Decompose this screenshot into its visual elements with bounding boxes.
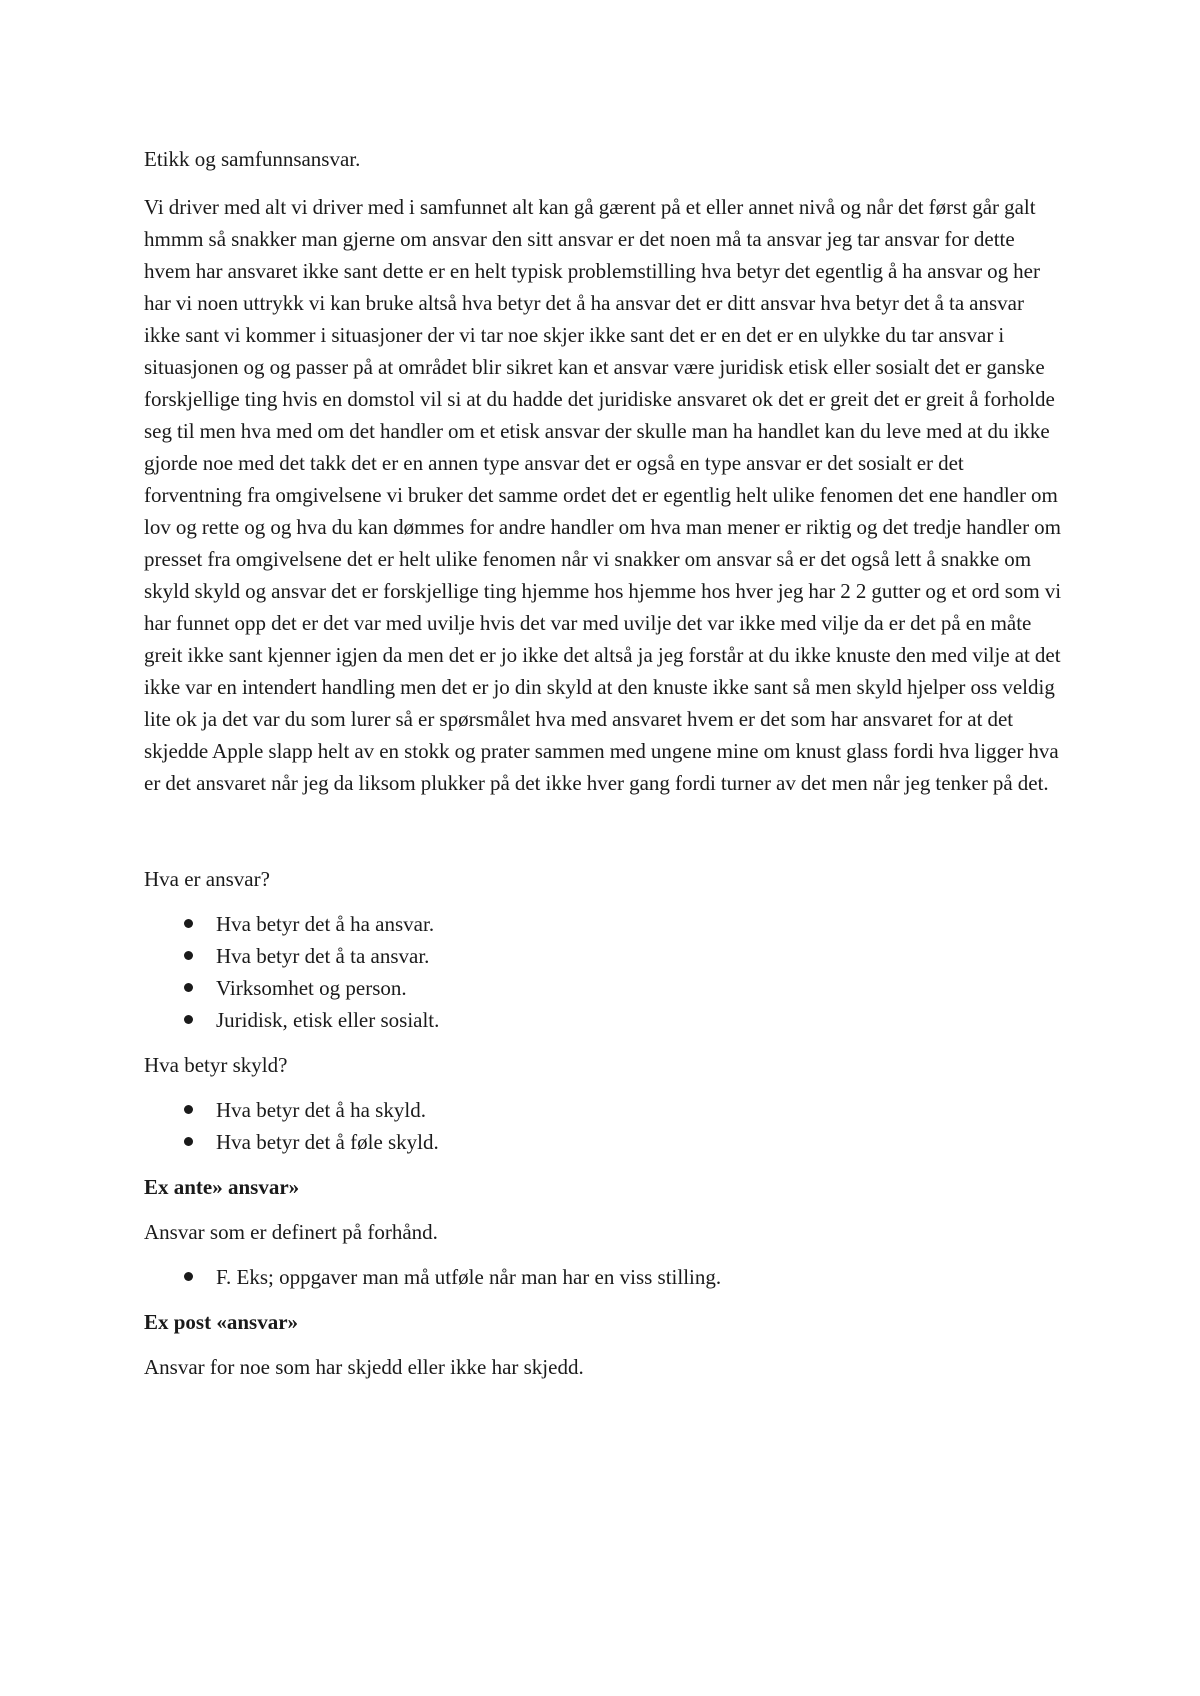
list-item: Hva betyr det å føle skyld. xyxy=(144,1126,1064,1158)
bullet-icon xyxy=(184,1015,193,1024)
section-heading-ex-post: Ex post «ansvar» xyxy=(144,1310,299,1334)
ex-post-text: Ansvar for noe som har skjedd eller ikke har skjedd. xyxy=(144,1355,584,1379)
section-heading-ansvar: Hva er ansvar? xyxy=(144,867,270,891)
list-item: Hva betyr det å ha skyld. xyxy=(144,1094,1064,1126)
list-item: Juridisk, etisk eller sosialt. xyxy=(144,1004,1064,1036)
list-item: F. Eks; oppgaver man må utføle når man har en viss stilling. xyxy=(144,1261,1064,1293)
bullet-list-skyld xyxy=(144,1094,1064,1158)
bullet-list-ex-ante xyxy=(144,1261,1064,1293)
section-heading-skyld: Hva betyr skyld? xyxy=(144,1053,288,1077)
bullet-icon xyxy=(184,1105,193,1114)
list-item: Hva betyr det å ha ansvar. xyxy=(144,908,1064,940)
document-page xyxy=(144,143,1064,1383)
list-item: Virksomhet og person. xyxy=(144,972,1064,1004)
bullet-icon xyxy=(184,1137,193,1146)
bullet-icon xyxy=(184,983,193,992)
bullet-icon xyxy=(184,919,193,928)
document-title: Etikk og samfunnsansvar. xyxy=(144,147,361,171)
bullet-icon xyxy=(184,951,193,960)
body-paragraph: Vi driver med alt vi driver med i samfunnet alt kan gå gærent på et eller annet nivå og når det først går galt hmmm så snakker man gjerne om ansvar den sitt ansvar er det noen må ta ansvar jeg tar ansvar for dette hvem har ansvaret ikke sant dette er en helt typisk problemstilling hva betyr det egentlig å ha ansvar og her har vi noen uttrykk vi kan bruke altså hva betyr det å ha ansvar det er ditt ansvar hva betyr det å ta ansvar ikke sant vi kommer i situasjoner der vi tar noe skjer ikke sant det er en det er en ulykke du tar ansvar i situasjonen og og passer på at området blir sikret kan et ansvar være juridisk etisk eller sosialt det er ganske forskjellige ting hvis en domstol vil si at du hadde det juridiske ansvaret ok det er greit det er greit å forholde seg til men hva med om det handler om et etisk ansvar der skulle man ha handlet kan du leve med at du ikke gjorde noe med det takk det er en annen type ansvar det er også en type ansvar er det sosialt er det forventning fra omgivelsene vi bruker det samme ordet det er egentlig helt ulike fenomen det ene handler om lov og rette og og hva du kan dømmes for andre handler om hva man mener er riktig og det tredje handler om presset fra omgivelsene det er helt ulike fenomen når vi snakker om ansvar så er det også lett å snakke om skyld skyld og ansvar det er forskjellige ting hjemme hos hjemme hos hver jeg har 2 2 gutter og et ord som vi har funnet opp det er det var med uvilje hvis det var med uvilje det var ikke med vilje da er det på en måte greit ikke sant kjenner igjen da men det er jo ikke det altså ja jeg forstår at du ikke knuste den med vilje at det ikke var en intendert handling men det er jo din skyld at den knuste ikke sant så men skyld hjelper oss veldig lite ok ja det var du som lurer så er spørsmålet hva med ansvaret hvem er det som har ansvaret for at det skjedde Apple slapp helt av en stokk og prater sammen med ungene mine om knust glass fordi hva ligger hva er det ansvaret når jeg da liksom plukker på det ikke hver gang fordi turner av det men når jeg tenker på det. xyxy=(144,195,1062,795)
list-item: Hva betyr det å ta ansvar. xyxy=(144,940,1064,972)
bullet-list-ansvar xyxy=(144,908,1064,1036)
ex-ante-text: Ansvar som er definert på forhånd. xyxy=(144,1220,438,1244)
section-heading-ex-ante: Ex ante» ansvar» xyxy=(144,1175,300,1199)
bullet-icon xyxy=(184,1272,193,1281)
empty-line xyxy=(144,799,1064,863)
